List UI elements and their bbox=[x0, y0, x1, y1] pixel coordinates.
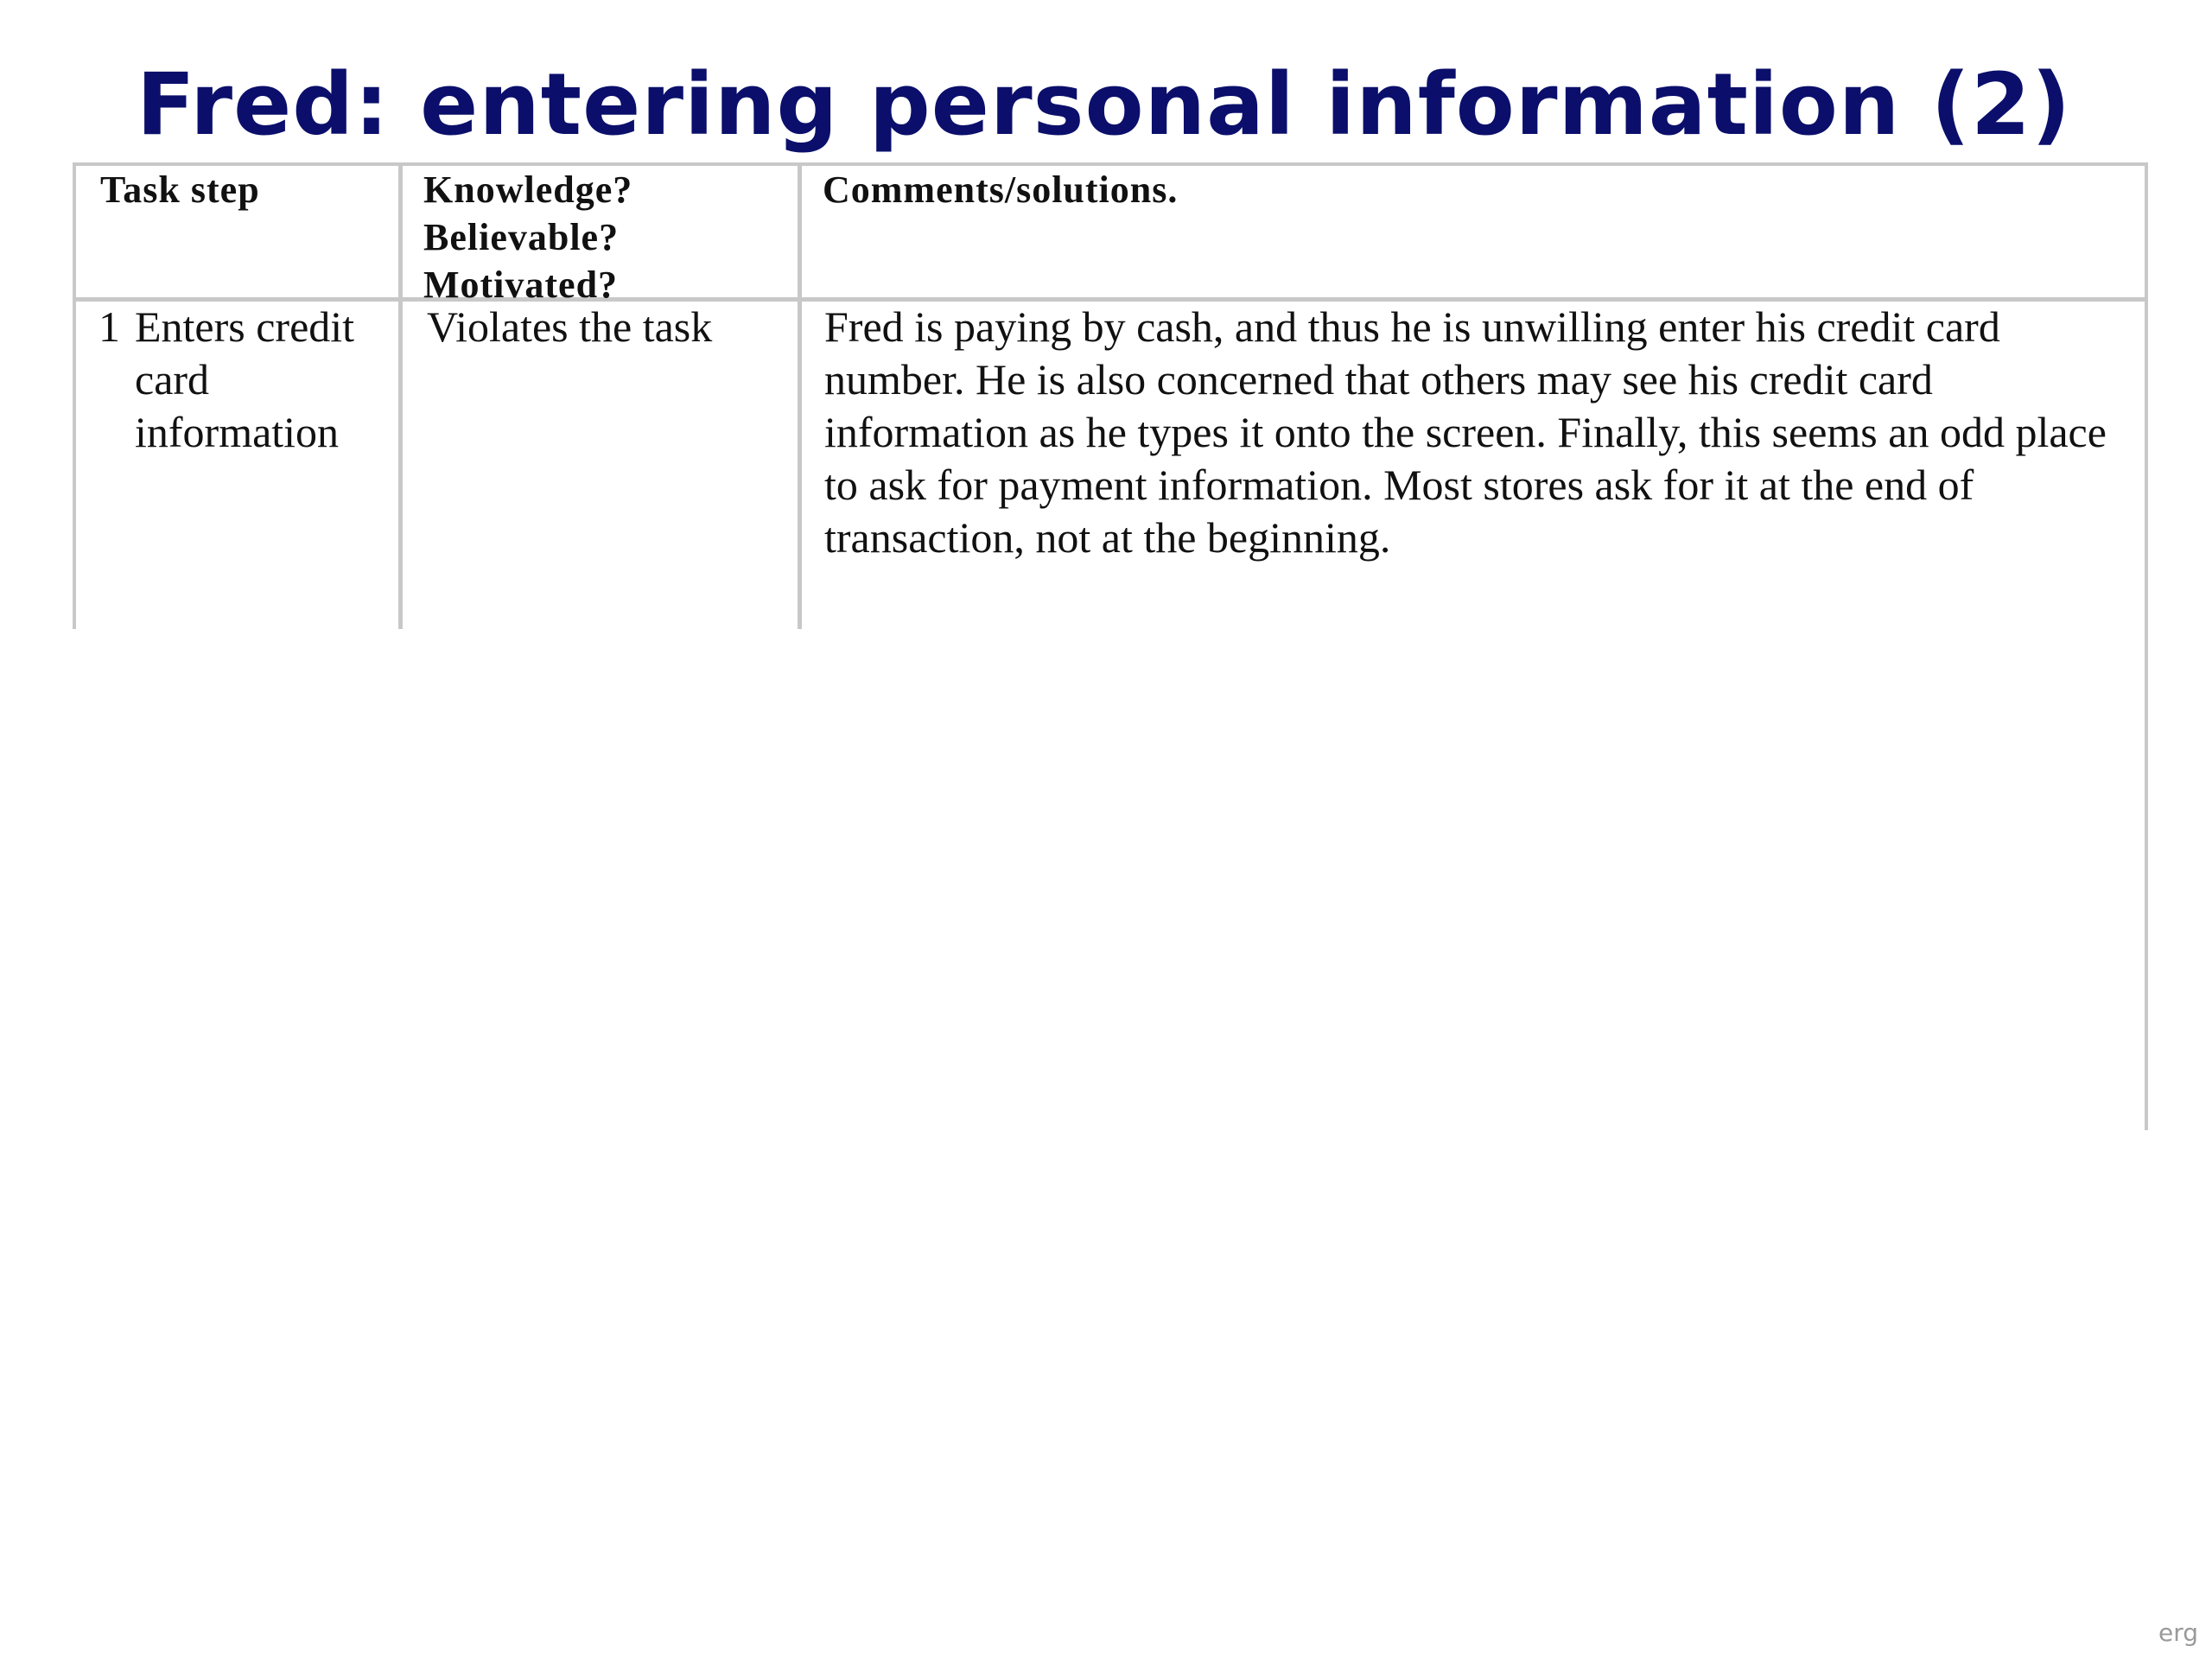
row-step-number: 1 bbox=[99, 302, 120, 351]
table-col-divider-2 bbox=[798, 162, 802, 629]
table-right-border bbox=[2145, 162, 2148, 1130]
row-task-step: Enters credit card information bbox=[135, 302, 355, 456]
row-comments: Fred is paying by cash, and thus he is unwilling enter his credit card number. He is also concerned that others may see his credit card information as he types it onto the screen. Finally, this seems an odd place to ask for payment information. Most stores ask for it at the end of transaction, not at the beginning. bbox=[824, 302, 2107, 562]
slide-title: Fred: entering personal information (2) bbox=[137, 55, 2072, 155]
footer-fragment: erg bbox=[2158, 1618, 2198, 1647]
header-task-step: Task step bbox=[100, 168, 260, 211]
header-comments-solutions: Comments/solutions. bbox=[823, 168, 1179, 211]
table-left-border bbox=[73, 162, 76, 629]
table-col-divider-1 bbox=[398, 162, 403, 629]
header-knowledge-believable-motivated: Knowledge? Believable? Motivated? bbox=[423, 168, 633, 306]
row-knowledge: Violates the task bbox=[427, 302, 713, 351]
